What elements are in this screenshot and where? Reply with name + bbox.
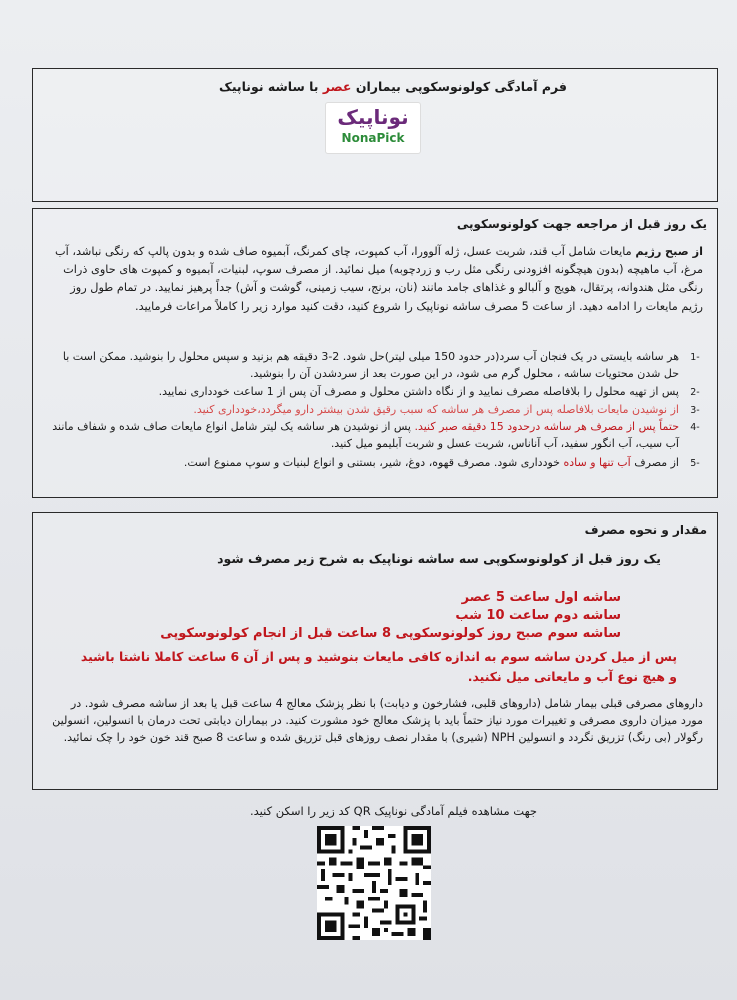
item-number: -2 (690, 387, 700, 399)
item-text-end: خودداری شود. مصرف قهوه، دوغ، شیر، بستنی و انواع لبنیات و سوپ ممنوع است. (183, 455, 560, 469)
item-number: -4 (690, 422, 700, 434)
nonapick-logo (326, 103, 420, 153)
qr-code[interactable] (317, 826, 431, 940)
diet-instructions (47, 243, 703, 316)
dose-line: ساشه دوم ساعت 10 شب (455, 608, 621, 623)
item-text: پس از تهیه محلول را بلافاصله مصرف نمایید و از نگاه داشتن محلول و مصرف آن پس از 1 ساعت خودداری نمایید. (158, 385, 679, 399)
item-number: -3 (690, 404, 700, 416)
item-text: هر ساشه بایستی در یک فنجان آب سرد(در حدود 150 میلی لیتر)حل شود. 2-3 دقیقه هم بزنید و سپس محلول را بنوشید. ممکن است با حل شدن محتویات ساشه ، محلول گرم می شود، در این صورت بعد از سردشدن آن را بنوشید. (62, 350, 679, 380)
day-before-section (32, 208, 718, 498)
dosage-subheading: یک روز قبل از کولونوسکوپی سه ساشه نوناپیک به شرح زیر مصرف شود (217, 551, 661, 566)
item-text-highlight: حتماً پس از مصرف هر ساشه درحدود 15 دقیقه صبر کنید. (414, 420, 679, 434)
item-text: از نوشیدن مایعات بلافاصله پس از مصرف هر ساشه که سبب رقیق شدن بیشتر دارو میگردد،خودداری کنید. (193, 402, 679, 416)
item-text: از مصرف (634, 455, 679, 469)
qr-label: جهت مشاهده فیلم آمادگی نوناپیک QR کد زیر را اسکن کنید. (249, 804, 537, 818)
intro-bold-diet: رژیم (635, 245, 662, 258)
dose-line: ساشه اول ساعت 5 عصر (461, 590, 621, 605)
logo-english: NonaPick (341, 131, 405, 145)
title-highlight: عصر (322, 79, 352, 94)
medication-note: داروهای مصرفی قبلی بیمار شامل (داروهای قلبی، فشارخون و دیابت) با نظر پزشک معالج 4 ساعت قبل یا بعد از ساشه مصرف شود. در مورد میزان داروی مصرفی و تغییرات مورد نیاز حتماً باید با پزشک معالج خود مشورت کنید. در بیماران دیابتی تحت درمان با انسولین، انسولین رگولار (بی رنگ) تزریق نگردد و انسولین NPH (شیری) با مقدار نصف روزهای قبل تزریق شده و ساعت 8 صبح قند خون خود را چک نمائید. (52, 697, 703, 745)
list-item (45, 455, 705, 473)
list-item (45, 402, 705, 420)
section-heading: یک روز قبل از مراجعه جهت کولونوسکوپی (456, 217, 707, 231)
dose-schedule (160, 589, 621, 643)
item-text: پس از نوشیدن هر ساشه یک لیتر شامل انواع مایعات صاف شده و شفاف مانند آب سیب، آب انگور سفید، آب آناناس، شربت عسل و شربت آبلیمو میل کنید. (52, 420, 679, 450)
item-number: -1 (690, 352, 700, 363)
fasting-warning: پس از میل کردن ساشه سوم به اندازه کافی مایعات بنوشید و پس از آن 6 ساعت کاملا ناشتا باشید و هیچ نوع آب و مایعاتی میل نکنید. (80, 649, 677, 684)
title-text-end: با ساشه نوناپیک (219, 79, 319, 94)
dosage-section (32, 512, 718, 790)
item-number: -5 (690, 457, 700, 469)
dose-line: ساشه سوم صبح روز کولونوسکوپی 8 ساعت قبل از انجام کولونوسکوپی (160, 626, 621, 641)
list-item (45, 384, 705, 402)
instruction-list (45, 349, 705, 472)
intro-bold: از صبح (665, 245, 703, 258)
item-text-highlight: آب تنها و ساده (563, 455, 631, 469)
intro-text: مایعات شامل آب قند، شربت عسل، ژله آلوورا، آب کمپوت، چای کمرنگ، آبمیوه صاف شده و بدون پالپ که رنگی نباشد، آب مرغ، آب ماهیچه (بدون هیچگونه افزودنی رنگی مثل رب و زردچوبه) میل نمائید. از مصرف سوپ، لبنیات، آبمیوه و کمپوت های حاوی ذرات رنگی مثل هندوانه، پرتقال، هویج و آلبالو و غذاهای جامد مانند (نان، برنج، سیب زمینی، گوشت و آش) جداً پرهیز نمایید. در تمام طول روز رژیم مایعات را ادامه دهید. از ساعت 5 مصرف ساشه نوناپیک را شروع کنید، دقت کنید موارد زیر را کاملاً مراعات فرمایید. (54, 245, 703, 313)
list-item (45, 349, 705, 382)
form-title (219, 79, 567, 94)
list-item (45, 419, 705, 452)
logo-persian: نوناپیک (337, 105, 409, 129)
title-text: فرم آمادگی کولونوسکوپی بیماران (355, 79, 567, 94)
section-heading: مقدار و نحوه مصرف (584, 523, 707, 537)
